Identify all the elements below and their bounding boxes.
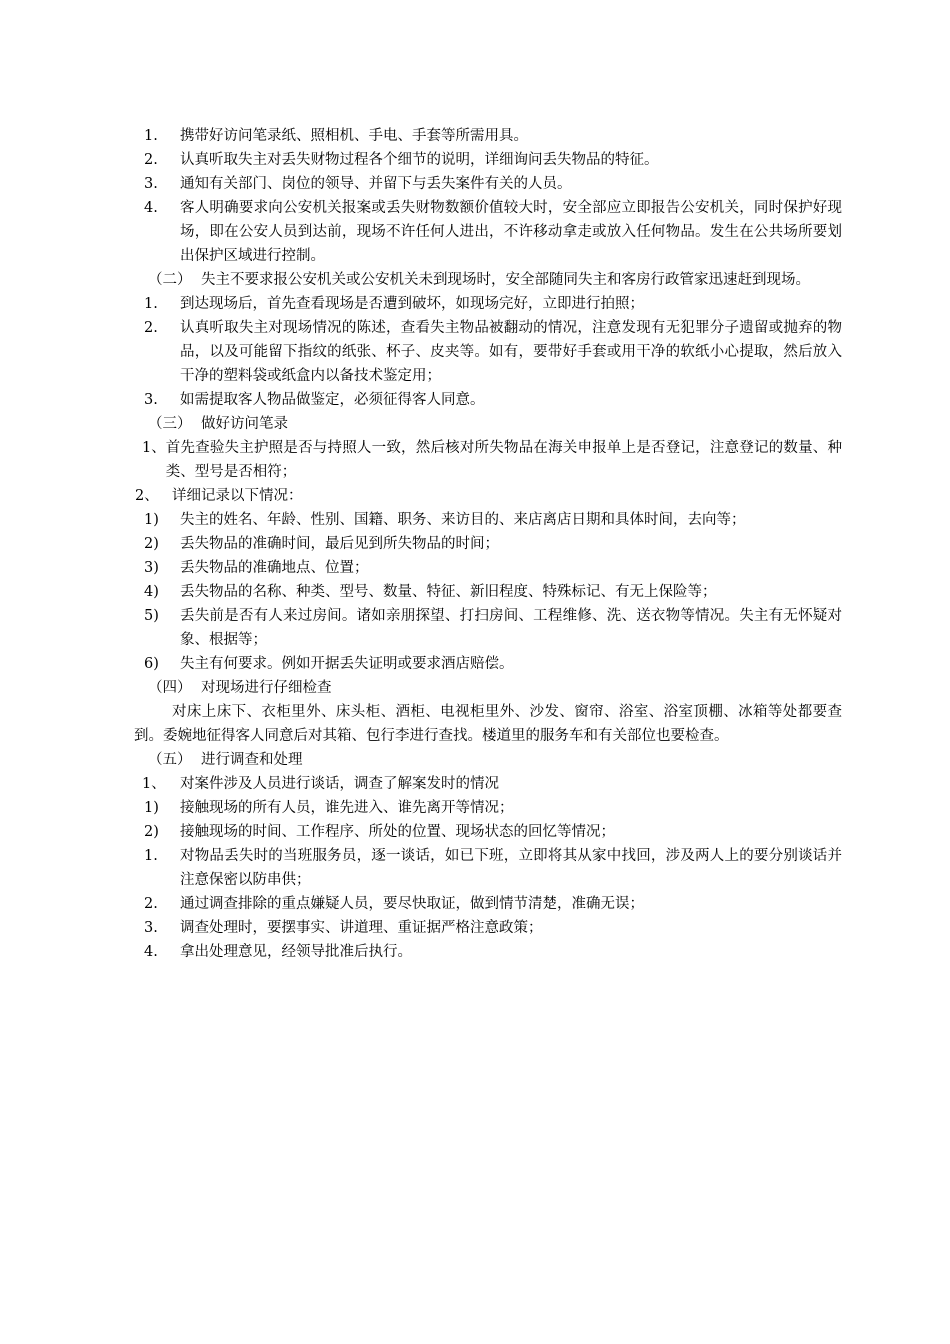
list-item-text: 对物品丢失时的当班服务员，逐一谈话，如已下班，立即将其从家中找回，涉及两人上的要分别谈话并注意保密以防串供；	[180, 848, 842, 888]
list-item-text: 丢失物品的准确时间，最后见到所失物品的时间；	[180, 536, 499, 552]
list-item	[142, 436, 842, 484]
list-marker: 1、	[142, 440, 166, 456]
list-item-text: 丢失物品的准确地点、位置；	[180, 560, 369, 576]
list-item	[142, 580, 842, 604]
list-item-text: 到达现场后，首先查看现场是否遭到破坏，如现场完好，立即进行拍照；	[180, 296, 644, 312]
list-item	[142, 508, 842, 532]
list-marker: 2、	[135, 488, 159, 504]
section-heading-text: 对现场进行仔细检查	[201, 680, 332, 696]
document-body	[134, 124, 842, 964]
list-item-text: 认真听取失主对丢失财物过程各个细节的说明，详细询问丢失物品的特征。	[180, 152, 659, 168]
list-item-text: 对案件涉及人员进行谈话，调查了解案发时的情况	[180, 776, 499, 792]
list-marker: 3.	[144, 920, 158, 936]
list-item	[142, 940, 842, 964]
section-heading-text: 失主不要求报公安机关或公安机关未到现场时，安全部随同失主和客房行政管家迅速赶到现场。	[201, 272, 810, 288]
list-marker: 2.	[144, 320, 158, 336]
list-item	[142, 388, 842, 412]
list-item	[142, 652, 842, 676]
list-item	[142, 316, 842, 388]
list-marker: 1.	[144, 128, 158, 144]
section-heading	[142, 676, 842, 700]
list-item	[142, 604, 842, 652]
list-item-text: 如需提取客人物品做鉴定，必须征得客人同意。	[180, 392, 485, 408]
list-marker: 1)	[144, 512, 159, 528]
list-item	[142, 172, 842, 196]
list-item	[142, 796, 842, 820]
list-marker: （四）	[148, 680, 192, 696]
list-item	[142, 820, 842, 844]
list-item-text: 丢失前是否有人来过房间。诸如亲朋探望、打扫房间、工程维修、洗、送衣物等情况。失主有无怀疑对象、根据等；	[180, 608, 842, 648]
paragraph: 对床上床下、衣柜里外、床头柜、酒柜、电视柜里外、沙发、窗帘、浴室、浴室顶棚、冰箱等处都要查到。委婉地征得客人同意后对其箱、包行李进行查找。楼道里的服务车和有关部位也要检查。	[134, 704, 842, 744]
list-marker: 1)	[144, 800, 159, 816]
section-heading	[142, 268, 842, 292]
list-item-text: 接触现场的时间、工作程序、所处的位置、现场状态的回忆等情况；	[180, 824, 615, 840]
list-item-text: 丢失物品的名称、种类、型号、数量、特征、新旧程度、特殊标记、有无上保险等；	[180, 584, 717, 600]
list-marker: （二）	[148, 272, 192, 288]
list-marker: 2.	[144, 152, 158, 168]
list-marker: 2)	[144, 824, 159, 840]
list-item-text: 认真听取失主对现场情况的陈述，查看失主物品被翻动的情况，注意发现有无犯罪分子遗留或抛弃的物品，以及可能留下指纹的纸张、杯子、皮夹等。如有，要带好手套或用干净的软纸小心提取，然后放入干净的塑料袋或纸盒内以备技术鉴定用；	[180, 320, 842, 384]
list-marker: 3.	[144, 176, 158, 192]
list-marker: 1.	[144, 296, 158, 312]
section-heading	[142, 748, 842, 772]
list-item-text: 接触现场的所有人员，谁先进入、谁先离开等情况；	[180, 800, 514, 816]
list-marker: 3)	[144, 560, 159, 576]
list-item-text: 通知有关部门、岗位的领导、并留下与丢失案件有关的人员。	[180, 176, 572, 192]
list-marker: 4.	[144, 200, 158, 216]
list-item-text: 通过调查排除的重点嫌疑人员，要尽快取证，做到情节清楚，准确无误；	[180, 896, 644, 912]
list-item-text: 详细记录以下情况：	[172, 488, 303, 504]
list-item	[142, 196, 842, 268]
list-item	[142, 844, 842, 892]
list-item-text: 携带好访问笔录纸、照相机、手电、手套等所需用具。	[180, 128, 528, 144]
list-item-text: 调查处理时，要摆事实、讲道理、重证据严格注意政策；	[180, 920, 543, 936]
list-item-text: 失主的姓名、年龄、性别、国籍、职务、来访目的、来店离店日期和具体时间，去向等；	[180, 512, 746, 528]
list-item	[142, 892, 842, 916]
list-item	[142, 292, 842, 316]
list-item	[142, 916, 842, 940]
list-marker: 2)	[144, 536, 159, 552]
list-item	[142, 532, 842, 556]
list-item	[142, 556, 842, 580]
list-marker: 2.	[144, 896, 158, 912]
list-item-text: 失主有何要求。例如开据丢失证明或要求酒店赔偿。	[180, 656, 514, 672]
list-marker: 4)	[144, 584, 159, 600]
list-item	[142, 148, 842, 172]
list-marker: （三）	[148, 416, 192, 432]
section-heading	[142, 412, 842, 436]
list-marker: 5)	[144, 608, 159, 624]
list-marker: 4.	[144, 944, 158, 960]
section-heading-text: 进行调查和处理	[201, 752, 303, 768]
section-heading-text: 做好访问笔录	[201, 416, 288, 432]
list-marker: （五）	[148, 752, 192, 768]
list-marker: 3.	[144, 392, 158, 408]
list-item	[142, 124, 842, 148]
list-marker: 1.	[144, 848, 158, 864]
list-item	[142, 772, 842, 796]
list-item-text: 客人明确要求向公安机关报案或丢失财物数额价值较大时，安全部应立即报告公安机关，同时保护好现场，即在公安人员到达前，现场不许任何人进出，不许移动拿走或放入任何物品。发生在公共场所要划出保护区域进行控制。	[180, 200, 842, 264]
list-marker: 1、	[142, 776, 166, 792]
list-marker: 6)	[144, 656, 159, 672]
list-item	[135, 484, 842, 508]
list-item-text: 拿出处理意见，经领导批准后执行。	[180, 944, 412, 960]
list-item-text: 首先查验失主护照是否与持照人一致，然后核对所失物品在海关申报单上是否登记，注意登记的数量、种类、型号是否相符；	[165, 440, 842, 480]
